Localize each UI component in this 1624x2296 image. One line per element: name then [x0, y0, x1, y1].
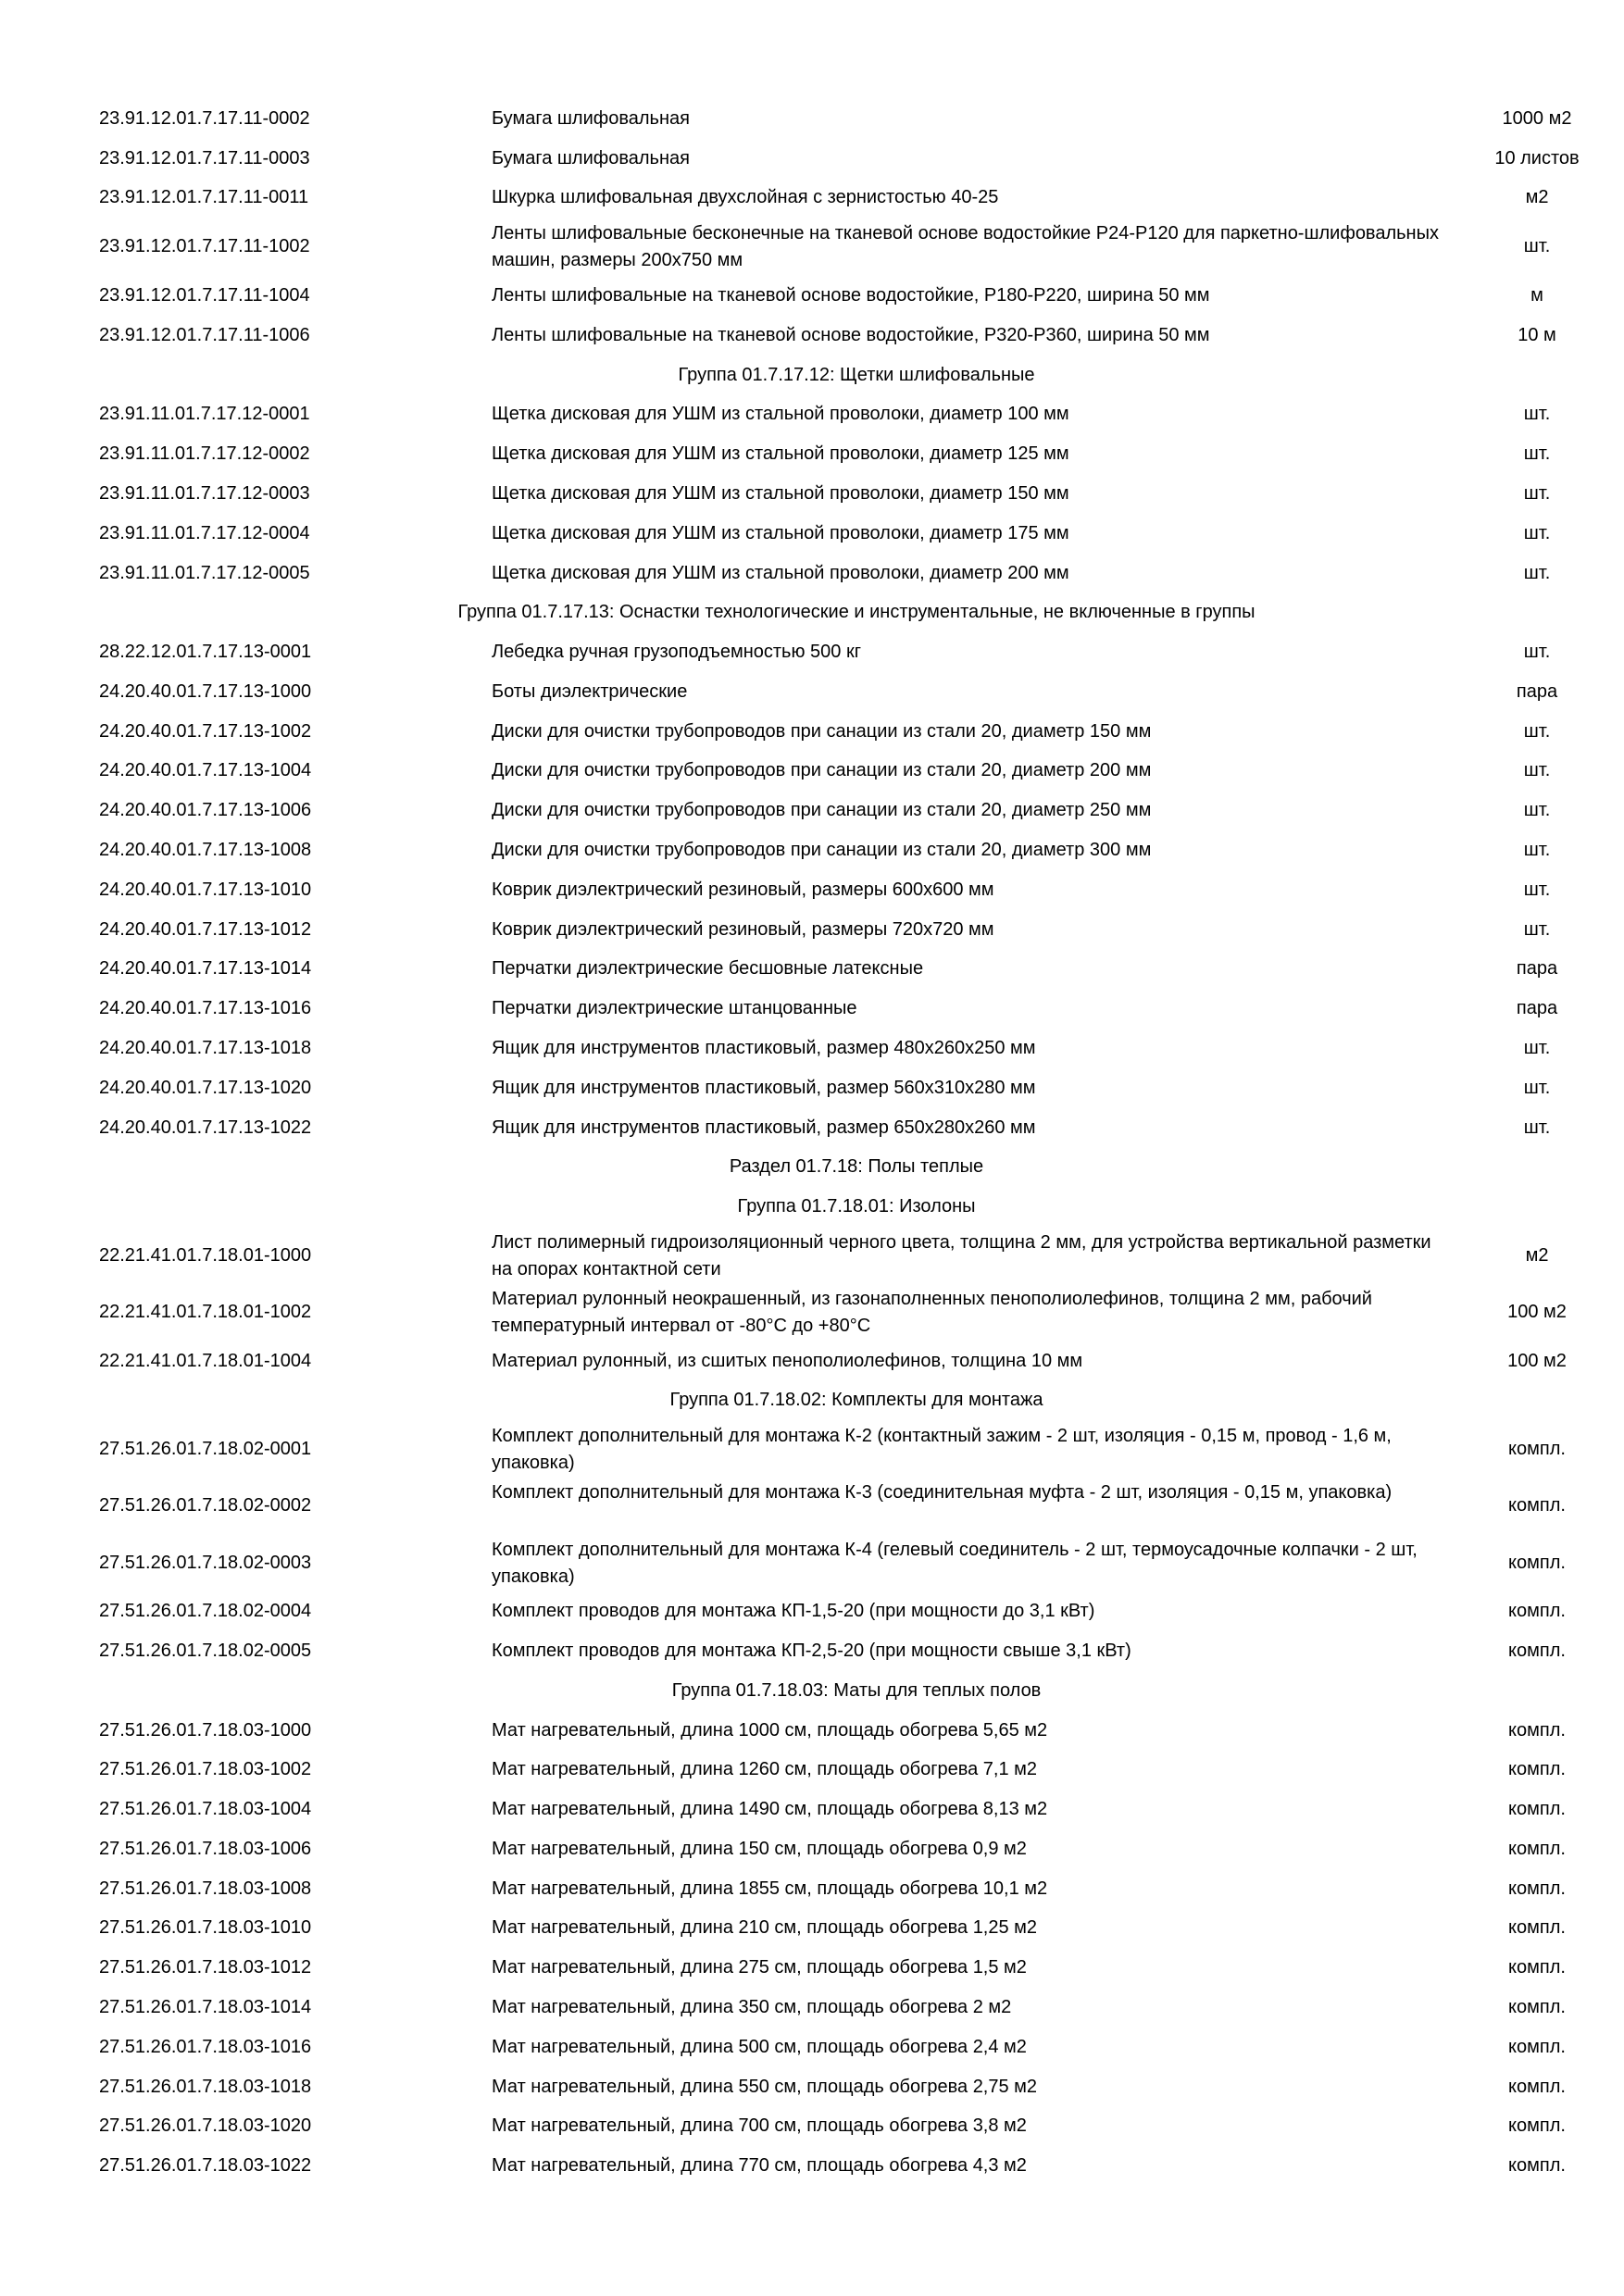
row-unit: шт.	[1523, 563, 1551, 583]
group-heading: Группа 01.7.18.02: Комплекты для монтажа	[669, 1390, 1043, 1410]
row-unit: 1000 м2	[1502, 108, 1572, 129]
row-code: 24.20.40.01.7.17.13-1006	[99, 800, 312, 820]
row-unit: м2	[1525, 1245, 1549, 1266]
row-name: Материал рулонный, из сшитых пенополиолефинов, толщина 10 мм	[492, 1351, 1083, 1371]
group-heading: Группа 01.7.18.03: Маты для теплых полов	[671, 1680, 1042, 1701]
row-unit: шт.	[1523, 760, 1551, 780]
group-heading: Группа 01.7.17.13: Оснастки технологические и инструментальные, не включенные в группы	[457, 602, 1255, 622]
row-unit: шт.	[1523, 721, 1551, 742]
row-name: Ленты шлифовальные на тканевой основе водостойкие, Р180-Р220, ширина 50 мм	[492, 285, 1210, 306]
row-name: Диски для очистки трубопроводов при санации из стали 20, диаметр 300 мм	[492, 840, 1152, 860]
row-unit: шт.	[1523, 236, 1551, 256]
row-code: 24.20.40.01.7.17.13-1004	[99, 760, 312, 780]
row-code: 23.91.12.01.7.17.11-0002	[99, 108, 310, 129]
row-code: 24.20.40.01.7.17.13-1022	[99, 1117, 312, 1138]
row-code: 23.91.12.01.7.17.11-0011	[99, 187, 309, 207]
row-name: Коврик диэлектрический резиновый, размеры 720х720 мм	[492, 919, 994, 940]
row-unit: компл.	[1508, 1997, 1566, 2017]
row-name: Боты диэлектрические	[492, 681, 688, 702]
row-code: 22.21.41.01.7.18.01-1002	[99, 1302, 312, 1322]
row-name: Мат нагревательный, длина 1855 см, площадь обогрева 10,1 м2	[492, 1878, 1048, 1899]
row-code: 23.91.12.01.7.17.11-1004	[99, 285, 310, 306]
row-code: 27.51.26.01.7.18.03-1004	[99, 1799, 312, 1819]
row-code: 28.22.12.01.7.17.13-0001	[99, 642, 312, 662]
row-code: 27.51.26.01.7.18.03-1018	[99, 2077, 312, 2097]
row-name: Лебедка ручная грузоподъемностью 500 кг	[492, 642, 862, 662]
row-code: 24.20.40.01.7.17.13-1014	[99, 958, 312, 979]
row-code: 27.51.26.01.7.18.03-1006	[99, 1839, 312, 1859]
row-name: Диски для очистки трубопроводов при санации из стали 20, диаметр 150 мм	[492, 721, 1152, 742]
row-name: Диски для очистки трубопроводов при санации из стали 20, диаметр 200 мм	[492, 760, 1152, 780]
row-code: 23.91.11.01.7.17.12-0005	[99, 563, 310, 583]
row-code: 23.91.11.01.7.17.12-0004	[99, 523, 310, 543]
row-name: Мат нагревательный, длина 1000 см, площадь обогрева 5,65 м2	[492, 1720, 1048, 1741]
row-name: Щетка дисковая для УШМ из стальной проволоки, диаметр 125 мм	[492, 443, 1069, 464]
row-name: Шкурка шлифовальная двухслойная с зернистостью 40-25	[492, 187, 999, 207]
row-name: Щетка дисковая для УШМ из стальной проволоки, диаметр 150 мм	[492, 483, 1069, 504]
row-name: Материал рулонный неокрашенный, из газонаполненных пенополиолефинов, толщина 2 мм, рабочий температурный интервал от -80°С до +80°С	[492, 1289, 1372, 1336]
row-code: 27.51.26.01.7.18.02-0003	[99, 1553, 312, 1573]
row-code: 24.20.40.01.7.17.13-1008	[99, 840, 312, 860]
row-unit: шт.	[1523, 1117, 1551, 1138]
row-code: 27.51.26.01.7.18.03-1014	[99, 1997, 312, 2017]
row-name: Мат нагревательный, длина 210 см, площадь обогрева 1,25 м2	[492, 1917, 1038, 1938]
row-code: 27.51.26.01.7.18.02-0004	[99, 1601, 312, 1621]
row-name: Щетка дисковая для УШМ из стальной проволоки, диаметр 200 мм	[492, 563, 1069, 583]
group-heading: Группа 01.7.18.01: Изолоны	[737, 1196, 976, 1217]
row-code: 27.51.26.01.7.18.02-0005	[99, 1641, 312, 1661]
row-unit: компл.	[1508, 2077, 1566, 2097]
row-code: 23.91.11.01.7.17.12-0003	[99, 483, 310, 504]
row-unit: м	[1530, 285, 1543, 306]
row-name: Коврик диэлектрический резиновый, размеры 600х600 мм	[492, 880, 994, 900]
row-name: Мат нагревательный, длина 500 см, площадь обогрева 2,4 м2	[492, 2037, 1027, 2057]
row-code: 22.21.41.01.7.18.01-1004	[99, 1351, 312, 1371]
row-code: 27.51.26.01.7.18.03-1020	[99, 2115, 312, 2136]
row-unit: компл.	[1508, 1839, 1566, 1859]
row-name: Мат нагревательный, длина 700 см, площадь обогрева 3,8 м2	[492, 2115, 1027, 2136]
row-code: 24.20.40.01.7.17.13-1010	[99, 880, 312, 900]
row-unit: пара	[1516, 681, 1558, 702]
row-name: Комплект проводов для монтажа КП-1,5-20 (при мощности до 3,1 кВт)	[492, 1601, 1095, 1621]
row-name: Лист полимерный гидроизоляционный черного цвета, толщина 2 мм, для устройства вертикальной разметки на опорах контактной сети	[492, 1232, 1431, 1279]
row-code: 24.20.40.01.7.17.13-1018	[99, 1038, 312, 1058]
row-code: 27.51.26.01.7.18.02-0001	[99, 1439, 312, 1459]
row-name: Ленты шлифовальные на тканевой основе водостойкие, Р320-Р360, ширина 50 мм	[492, 325, 1210, 345]
row-code: 24.20.40.01.7.17.13-1002	[99, 721, 312, 742]
row-unit: шт.	[1523, 642, 1551, 662]
row-code: 27.51.26.01.7.18.03-1022	[99, 2155, 312, 2176]
row-unit: компл.	[1508, 2155, 1566, 2176]
row-name: Ящик для инструментов пластиковый, размер 560х310х280 мм	[492, 1078, 1036, 1098]
row-code: 24.20.40.01.7.17.13-1000	[99, 681, 312, 702]
row-name: Мат нагревательный, длина 275 см, площадь обогрева 1,5 м2	[492, 1957, 1027, 1978]
row-unit: компл.	[1508, 1759, 1566, 1779]
row-unit: компл.	[1508, 1878, 1566, 1899]
group-heading: Группа 01.7.17.12: Щетки шлифовальные	[678, 365, 1035, 385]
row-unit: 10 м	[1518, 325, 1556, 345]
row-name: Ленты шлифовальные бесконечные на тканевой основе водостойкие Р24-Р120 для паркетно-шлифовальных машин, размеры 200х750 мм	[492, 223, 1439, 270]
row-unit: компл.	[1508, 2037, 1566, 2057]
row-unit: шт.	[1523, 840, 1551, 860]
row-unit: компл.	[1508, 1799, 1566, 1819]
row-unit: 100 м2	[1507, 1351, 1567, 1371]
row-code: 23.91.11.01.7.17.12-0002	[99, 443, 310, 464]
row-unit: шт.	[1523, 919, 1551, 940]
row-unit: м2	[1525, 187, 1549, 207]
row-name: Комплект дополнительный для монтажа К-4 (гелевый соединитель - 2 шт, термоусадочные колпачки - 2 шт, упаковка)	[492, 1540, 1418, 1587]
row-name: Бумага шлифовальная	[492, 108, 690, 129]
row-code: 27.51.26.01.7.18.03-1012	[99, 1957, 312, 1978]
row-code: 23.91.12.01.7.17.11-1002	[99, 236, 310, 256]
row-name: Мат нагревательный, длина 150 см, площадь обогрева 0,9 м2	[492, 1839, 1027, 1859]
row-code: 27.51.26.01.7.18.03-1002	[99, 1759, 312, 1779]
row-unit: шт.	[1523, 483, 1551, 504]
row-code: 24.20.40.01.7.17.13-1012	[99, 919, 312, 940]
row-unit: шт.	[1523, 443, 1551, 464]
row-unit: компл.	[1508, 1601, 1566, 1621]
row-unit: шт.	[1523, 880, 1551, 900]
row-unit: шт.	[1523, 1078, 1551, 1098]
row-unit: компл.	[1508, 1957, 1566, 1978]
row-name: Перчатки диэлектрические бесшовные латексные	[492, 958, 924, 979]
row-unit: компл.	[1508, 1641, 1566, 1661]
row-unit: компл.	[1508, 1553, 1566, 1573]
row-name: Комплект проводов для монтажа КП-2,5-20 (при мощности свыше 3,1 кВт)	[492, 1641, 1131, 1661]
row-unit: шт.	[1523, 800, 1551, 820]
row-name: Мат нагревательный, длина 1260 см, площадь обогрева 7,1 м2	[492, 1759, 1038, 1779]
row-code: 27.51.26.01.7.18.03-1016	[99, 2037, 312, 2057]
row-unit: шт.	[1523, 404, 1551, 424]
row-code: 22.21.41.01.7.18.01-1000	[99, 1245, 312, 1266]
row-unit: компл.	[1508, 1917, 1566, 1938]
row-name: Диски для очистки трубопроводов при санации из стали 20, диаметр 250 мм	[492, 800, 1152, 820]
row-code: 27.51.26.01.7.18.03-1010	[99, 1917, 312, 1938]
row-name: Мат нагревательный, длина 550 см, площадь обогрева 2,75 м2	[492, 2077, 1038, 2097]
row-name: Мат нагревательный, длина 350 см, площадь обогрева 2 м2	[492, 1997, 1012, 2017]
row-code: 27.51.26.01.7.18.03-1000	[99, 1720, 312, 1741]
row-unit: компл.	[1508, 1439, 1566, 1459]
row-code: 27.51.26.01.7.18.03-1008	[99, 1878, 312, 1899]
row-name: Мат нагревательный, длина 770 см, площадь обогрева 4,3 м2	[492, 2155, 1027, 2176]
row-code: 23.91.11.01.7.17.12-0001	[99, 404, 310, 424]
row-unit: 100 м2	[1507, 1302, 1567, 1322]
row-name: Мат нагревательный, длина 1490 см, площадь обогрева 8,13 м2	[492, 1799, 1048, 1819]
row-unit: 10 листов	[1494, 148, 1580, 168]
row-name: Комплект дополнительный для монтажа К-2 (контактный зажим - 2 шт, изоляция - 0,15 м, провод - 1,6 м, упаковка)	[492, 1426, 1392, 1473]
row-code: 23.91.12.01.7.17.11-0003	[99, 148, 310, 168]
section-heading: Раздел 01.7.18: Полы теплые	[729, 1156, 984, 1177]
row-name: Щетка дисковая для УШМ из стальной проволоки, диаметр 175 мм	[492, 523, 1069, 543]
row-name: Перчатки диэлектрические штанцованные	[492, 998, 857, 1018]
row-code: 24.20.40.01.7.17.13-1016	[99, 998, 312, 1018]
row-code: 27.51.26.01.7.18.02-0002	[99, 1495, 312, 1516]
row-unit: компл.	[1508, 2115, 1566, 2136]
row-unit: компл.	[1508, 1495, 1566, 1516]
row-name: Комплект дополнительный для монтажа К-3 (соединительная муфта - 2 шт, изоляция - 0,15 м, упаковка)	[492, 1482, 1393, 1503]
row-name: Бумага шлифовальная	[492, 148, 690, 168]
row-code: 23.91.12.01.7.17.11-1006	[99, 325, 310, 345]
row-name: Ящик для инструментов пластиковый, размер 650х280х260 мм	[492, 1117, 1036, 1138]
row-name: Ящик для инструментов пластиковый, размер 480х260х250 мм	[492, 1038, 1036, 1058]
row-name: Щетка дисковая для УШМ из стальной проволоки, диаметр 100 мм	[492, 404, 1069, 424]
row-unit: пара	[1516, 998, 1558, 1018]
row-code: 24.20.40.01.7.17.13-1020	[99, 1078, 312, 1098]
row-unit: шт.	[1523, 523, 1551, 543]
row-unit: пара	[1516, 958, 1558, 979]
row-unit: компл.	[1508, 1720, 1566, 1741]
row-unit: шт.	[1523, 1038, 1551, 1058]
